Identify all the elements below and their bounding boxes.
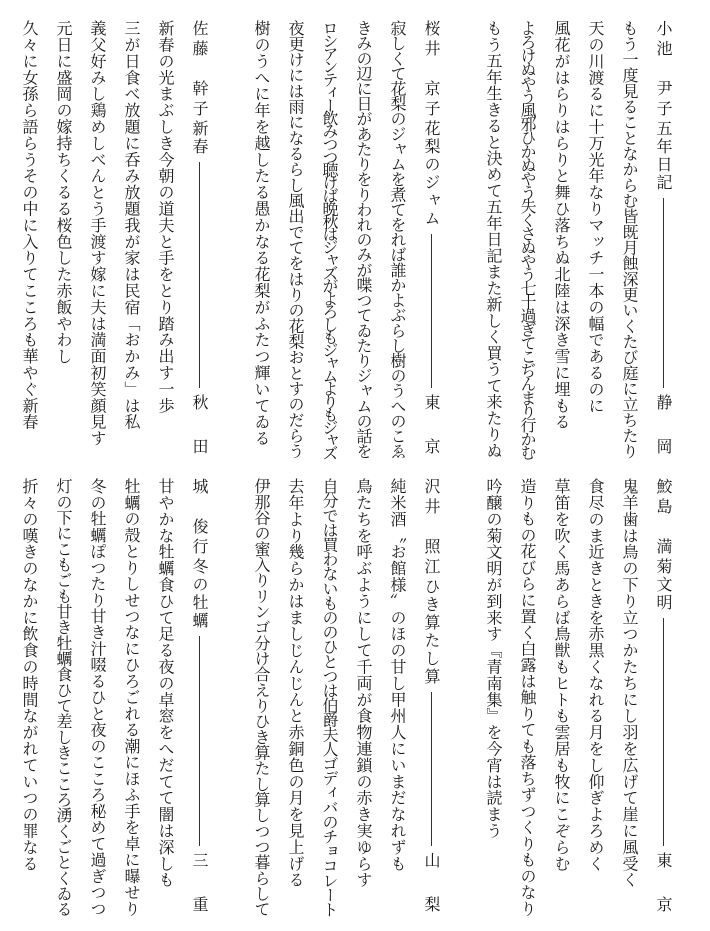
poem-line: 鬼羊歯は鳥の下り立つかたちにし羽を広げて崖に風受く (620, 478, 639, 888)
poem-title: 花梨のジャム (422, 120, 441, 228)
poem-line: 灯の下にこもごも甘き牡蠣食ひて差しきこころ湧くごとくゐる (54, 478, 73, 917)
poem-line: 食尽のま近きときを赤黒くなれる月をし仰ぎよろめく (586, 478, 605, 872)
poem-line: 甘やかな牡蠣食ひて足る夜の卓窓をへだてて闇は深しも (156, 478, 175, 888)
poem-heading (646, 478, 680, 918)
author-prefecture: 三 重 (190, 852, 209, 918)
author-block-samejima (476, 478, 680, 918)
poem-line: 去年より幾らかはましじんじんと赤銅色の月を見上げる (286, 478, 305, 888)
poem-line: 寂しくて花梨のジャムを煮てをれば誰かよぶらし樹のうへのこゑ (388, 20, 407, 459)
poem-line: 元日に盛岡の嫁持ちくるる桜色した赤飯やわし (54, 20, 73, 365)
poem-line: 自分では買わないもののひとつは伯爵夫人ゴディバのチョコレート (320, 478, 339, 917)
poem-line: きみの辺に日があたりをりわれのみが喋つてゐたりジャムの話を (354, 20, 373, 459)
poem-line: もう五年生きると決めて五年日記また新しく買うて来たりぬ (484, 20, 503, 459)
author-name: 桜井 京子 (422, 20, 441, 120)
poem-heading (414, 20, 448, 460)
poem-line: 夜更けには雨になるらし風出でてをはりの花梨おとすのだらう (286, 20, 305, 459)
poem-heading (182, 20, 216, 460)
author-block-sawai (244, 478, 448, 918)
author-prefecture: 静 岡 (654, 394, 673, 460)
author-block-koike (476, 20, 680, 460)
author-prefecture: 東 京 (422, 394, 441, 460)
author-block-jo (12, 478, 216, 918)
poem-line: 折々の嘆きのなかに飲食の時間ながれていつの罪なる (20, 478, 39, 872)
poem-line: 新春の光まぶしき今朝の道夫と手をとり踏み出す一歩 (156, 20, 175, 414)
poem-title: 五年日記 (654, 120, 673, 192)
poem-line: よろけぬやう風邪ひかぬやう失くさぬやう七十過ぎてこぢんまり行かむ (518, 20, 537, 459)
poem-line: 冬の牡蠣ぽつたり甘き汁啜るひと夜のこころ秘めて過ぎつつ (88, 478, 107, 917)
poem-line: ロシアンティー飲みつつ聴けば晩秋はジャズがよろしもジャムよりもジャズ (320, 20, 339, 458)
title-rule (431, 234, 432, 388)
poem-title: ひき算たし算 (422, 578, 441, 686)
author-prefecture: 山 梨 (422, 852, 441, 918)
poem-heading (646, 20, 680, 460)
author-block-sakurai (244, 20, 448, 460)
poem-line: 純米酒〝お館様〟のほの甘し甲州人にいまだなれずも (388, 478, 407, 872)
poem-title: 新春 (190, 120, 209, 156)
poem-title: 菊文明 (654, 558, 673, 612)
poem-heading (414, 478, 448, 918)
author-name: 小池 尹子 (654, 20, 673, 120)
bottom-section (0, 478, 710, 918)
poem-line: 伊那谷の蜜入りリンゴ分け合えりひき算たし算しつつ暮らして (252, 478, 271, 917)
poem-heading (182, 478, 216, 918)
title-rule (199, 162, 200, 388)
title-rule (431, 692, 432, 846)
title-rule (663, 198, 664, 388)
poem-line: 天の川渡るに十万光年なりマッチ一本の幅であるのに (586, 20, 605, 414)
poem-line: 牡蠣の殻とりしせつなにひろごれる潮にほふ手を卓に曝せり (122, 478, 141, 917)
author-prefecture: 秋 田 (190, 394, 209, 460)
poem-title: 冬の牡蠣 (190, 558, 209, 630)
title-rule (199, 636, 200, 846)
poem-line: 樹のうへに年を越したる愚かなる花梨がふたつ輝いてゐる (252, 20, 271, 447)
poem-line: 義父好みし鶏めしべんとう手渡す嫁に夫は満面初笑顔見す (88, 20, 107, 447)
author-name: 沢井 照江 (422, 478, 441, 578)
title-rule (663, 618, 664, 846)
author-name: 佐藤 幹子 (190, 20, 209, 120)
author-name: 鮫島 満 (654, 478, 673, 558)
top-section (0, 20, 710, 460)
poem-line: 三が日食べ放題に呑み放題我が家は民宿「おかみ」は私 (122, 20, 141, 430)
author-name: 城 俊行 (190, 478, 209, 558)
poem-line: 造りもの花びらに置く白露は触りても落ちずつくりものなり (518, 478, 537, 917)
poem-line: 吟醸の菊文明が到来す『青南集』を今宵は読まう (484, 478, 503, 839)
poem-line: もう一度見ることなからむ皆既月蝕深更いくたび庭に立ちたり (620, 20, 639, 459)
poem-line: 鳥たちを呼ぶようにして千両が食物連鎖の赤き実ゆらす (354, 478, 373, 888)
poem-line: 久々に女孫ら語らうその中に入りてこころも華やぐ新春 (20, 20, 39, 430)
poem-line: 草笛を吹く馬あらば鳥獣もヒトも雲居も牧にこぞらむ (552, 478, 571, 872)
poem-line: 風花がはらりはらりと舞ひ落ちぬ北陸は深き雪に埋もる (552, 20, 571, 430)
author-prefecture: 東 京 (654, 852, 673, 918)
author-block-sato (12, 20, 216, 460)
